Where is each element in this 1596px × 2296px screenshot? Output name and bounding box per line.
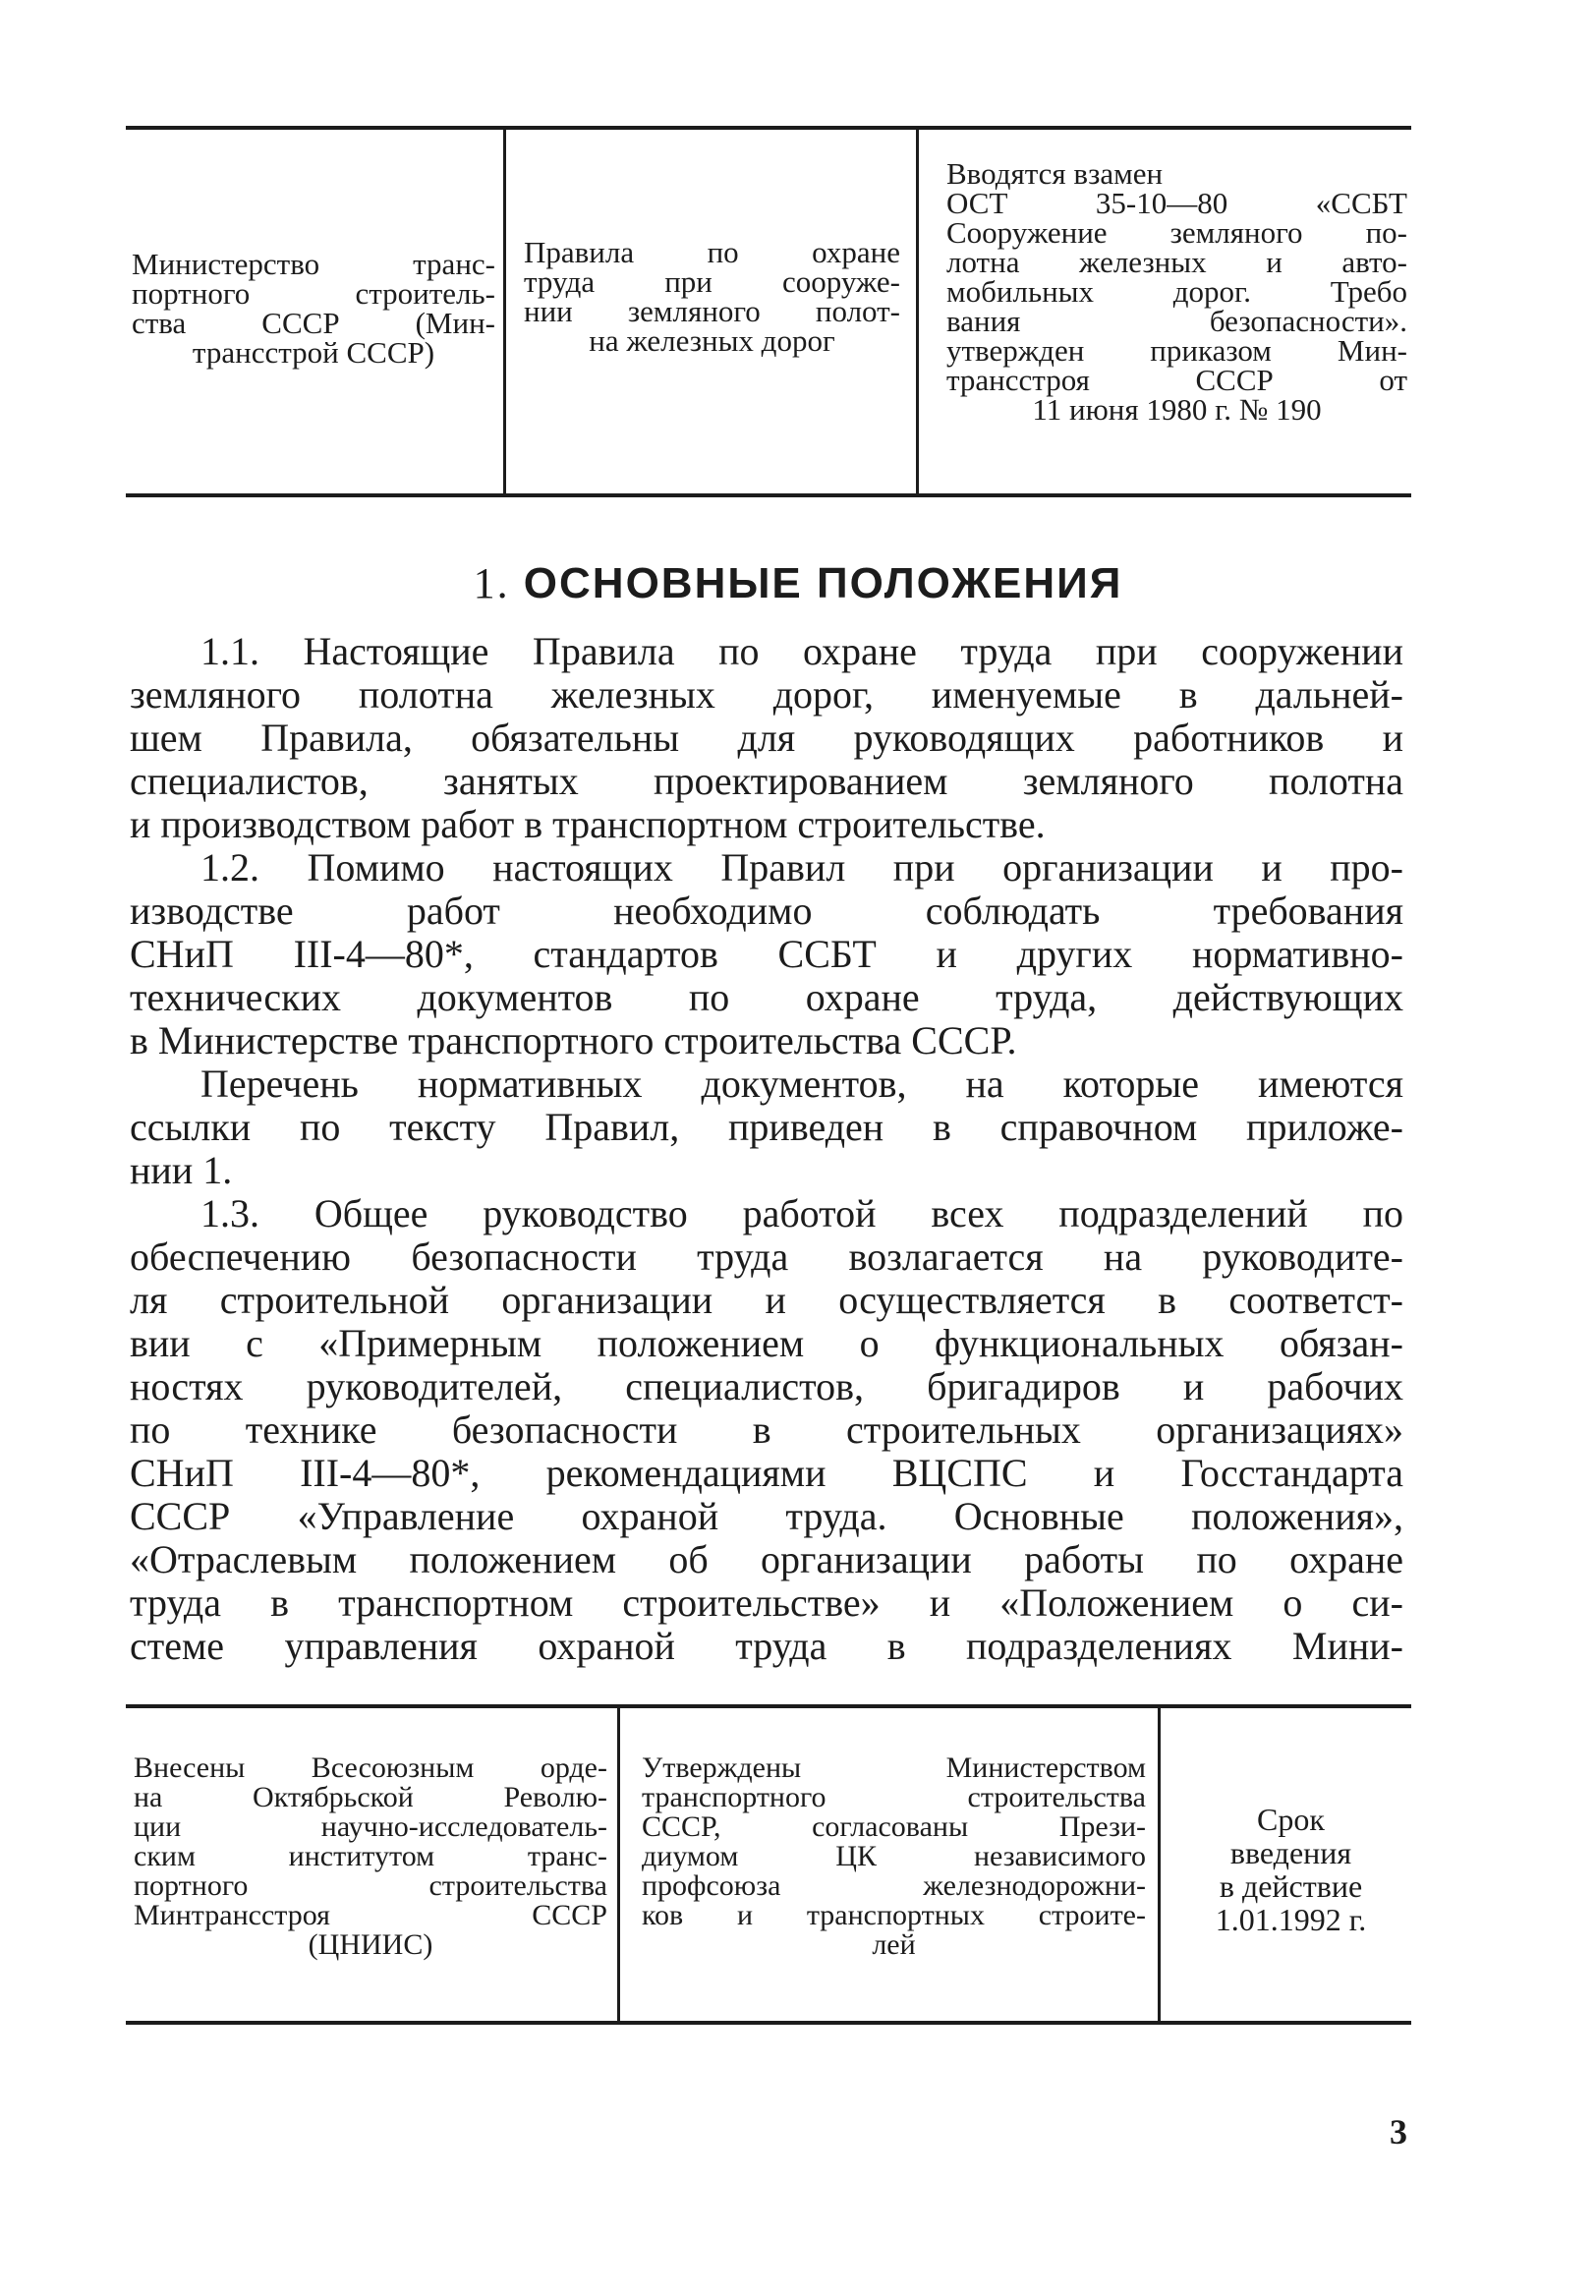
header-issuer-line: трансстрой СССР) <box>192 335 435 370</box>
header-table <box>126 126 1411 497</box>
paragraph-references <box>130 1062 1403 1192</box>
header-issuer-line: портного строитель- <box>132 276 495 311</box>
header-replaces-line: ОСТ 35-10—80 «ССБТ <box>946 186 1407 220</box>
text-line: специалистов, занятых проектированием земляного полотна <box>130 759 1403 803</box>
header-issuer-line: ства СССР (Мин- <box>132 306 495 340</box>
header-issuer-cell <box>126 130 503 493</box>
footer-submitted-line: ции научно-исследователь- <box>134 1810 607 1843</box>
header-replaces-line: трансстроя СССР от <box>946 363 1407 397</box>
footer-approved-line: транспортного строительства <box>642 1781 1146 1813</box>
header-replaces-line: Сооружение земляного по- <box>946 215 1407 250</box>
footer-submitted-line: Внесены Всесоюзным орде- <box>134 1751 607 1784</box>
text-line: «Отраслевым положением об организации работы по охране <box>130 1537 1403 1581</box>
text-line: технических документов по охране труда, действующих <box>130 975 1403 1019</box>
text-line: 1.3. Общее руководство работой всех подразделений по <box>200 1191 1403 1235</box>
paragraph-1-2 <box>130 846 1403 1062</box>
text-line: в Министерстве транспортного строительства СССР. <box>130 1018 1017 1062</box>
footer-approved-line: лей <box>872 1928 916 1961</box>
header-replaces-line: вания безопасности». <box>946 304 1407 338</box>
text-line: 1.2. Помимо настоящих Правил при организации и про- <box>200 845 1403 890</box>
footer-approved-line: ков и транспортных строите- <box>642 1899 1146 1931</box>
footer-approved-cell <box>617 1708 1158 2021</box>
footer-submitted-line: ским институтом транс- <box>134 1840 607 1872</box>
footer-approved-line: СССР, согласованы Прези- <box>642 1810 1146 1843</box>
section-title: ОСНОВНЫЕ ПОЛОЖЕНИЯ <box>523 559 1123 607</box>
header-replaces-cell <box>916 130 1411 493</box>
header-replaces-line: Вводятся взамен <box>946 156 1164 191</box>
header-title-line: на железных дорог <box>589 323 835 358</box>
text-line: ссылки по тексту Правил, приведен в справочном приложе- <box>130 1105 1403 1149</box>
text-line: СНиП III-4—80*, рекомендациями ВЦСПС и Госстандарта <box>130 1451 1403 1495</box>
footer-approved-line: профсоюза железнодорожни- <box>642 1869 1146 1902</box>
footer-effective-line: Срок <box>1257 1802 1325 1837</box>
text-line: Перечень нормативных документов, на которые имеются <box>200 1062 1403 1106</box>
text-line: ностях руководителей, специалистов, бригадиров и рабочих <box>130 1364 1403 1408</box>
header-issuer-line: Министерство транс- <box>132 247 495 281</box>
header-replaces-line: лотна железных и авто- <box>946 245 1407 279</box>
text-line: СНиП III-4—80*, стандартов ССБТ и других нормативно- <box>130 932 1403 976</box>
header-replaces-line: 11 июня 1980 г. № 190 <box>1032 392 1322 427</box>
text-line: нии 1. <box>130 1148 233 1192</box>
text-line: и производством работ в транспортном строительстве. <box>130 802 1046 846</box>
text-line: шем Правила, обязательны для руководящих работников и <box>130 716 1403 760</box>
footer-table <box>126 1704 1411 2025</box>
text-line: 1.1. Настоящие Правила по охране труда при сооружении <box>200 629 1403 673</box>
body-text <box>130 630 1403 1668</box>
text-line: ля строительной организации и осуществляется в соответст- <box>130 1278 1403 1322</box>
text-line: СССР «Управление охраной труда. Основные положения», <box>130 1494 1403 1538</box>
footer-effective-cell <box>1158 1708 1411 2021</box>
header-title-line: нии земляного полот- <box>524 294 900 328</box>
footer-submitted-line: Минтрансстроя СССР <box>134 1899 607 1931</box>
text-line: по технике безопасности в строительных организациях» <box>130 1407 1403 1452</box>
footer-effective-date: 1.01.1992 г. <box>1215 1902 1367 1937</box>
header-title-line: Правила по охране <box>524 235 900 269</box>
section-heading <box>0 556 1596 611</box>
text-line: обеспечению безопасности труда возлагается на руководите- <box>130 1234 1403 1279</box>
header-replaces-line: мобильных дорог. Требо <box>946 274 1407 309</box>
footer-submitted-cell <box>126 1708 617 2021</box>
header-title-cell <box>503 130 916 493</box>
footer-submitted-line: на Октябрьской Револю- <box>134 1781 607 1813</box>
header-title-line: труда при сооруже- <box>524 264 900 299</box>
footer-approved-line: диумом ЦК независимого <box>642 1840 1146 1872</box>
footer-effective-line: введения <box>1229 1835 1352 1870</box>
footer-approved-line: Утверждены Министерством <box>642 1751 1146 1784</box>
paragraph-1-1 <box>130 630 1403 846</box>
page-number: 3 <box>1390 2112 1407 2152</box>
text-line: стеме управления охраной труда в подразделениях Мини- <box>130 1624 1403 1668</box>
paragraph-1-3 <box>130 1192 1403 1668</box>
text-line: вии с «Примерным положением о функциональных обязан- <box>130 1321 1403 1365</box>
footer-effective-line: в действие <box>1219 1868 1363 1904</box>
text-line: земляного полотна железных дорог, именуемые в дальней- <box>130 672 1403 717</box>
text-line: труда в транспортном строительстве» и «Положением о си- <box>130 1580 1403 1625</box>
footer-submitted-line: портного строительства <box>134 1869 607 1902</box>
header-replaces-line: утвержден приказом Мин- <box>946 333 1407 368</box>
section-number: 1. <box>473 559 510 607</box>
footer-submitted-line: (ЦНИИС) <box>308 1928 433 1961</box>
text-line: изводстве работ необходимо соблюдать требования <box>130 889 1403 933</box>
